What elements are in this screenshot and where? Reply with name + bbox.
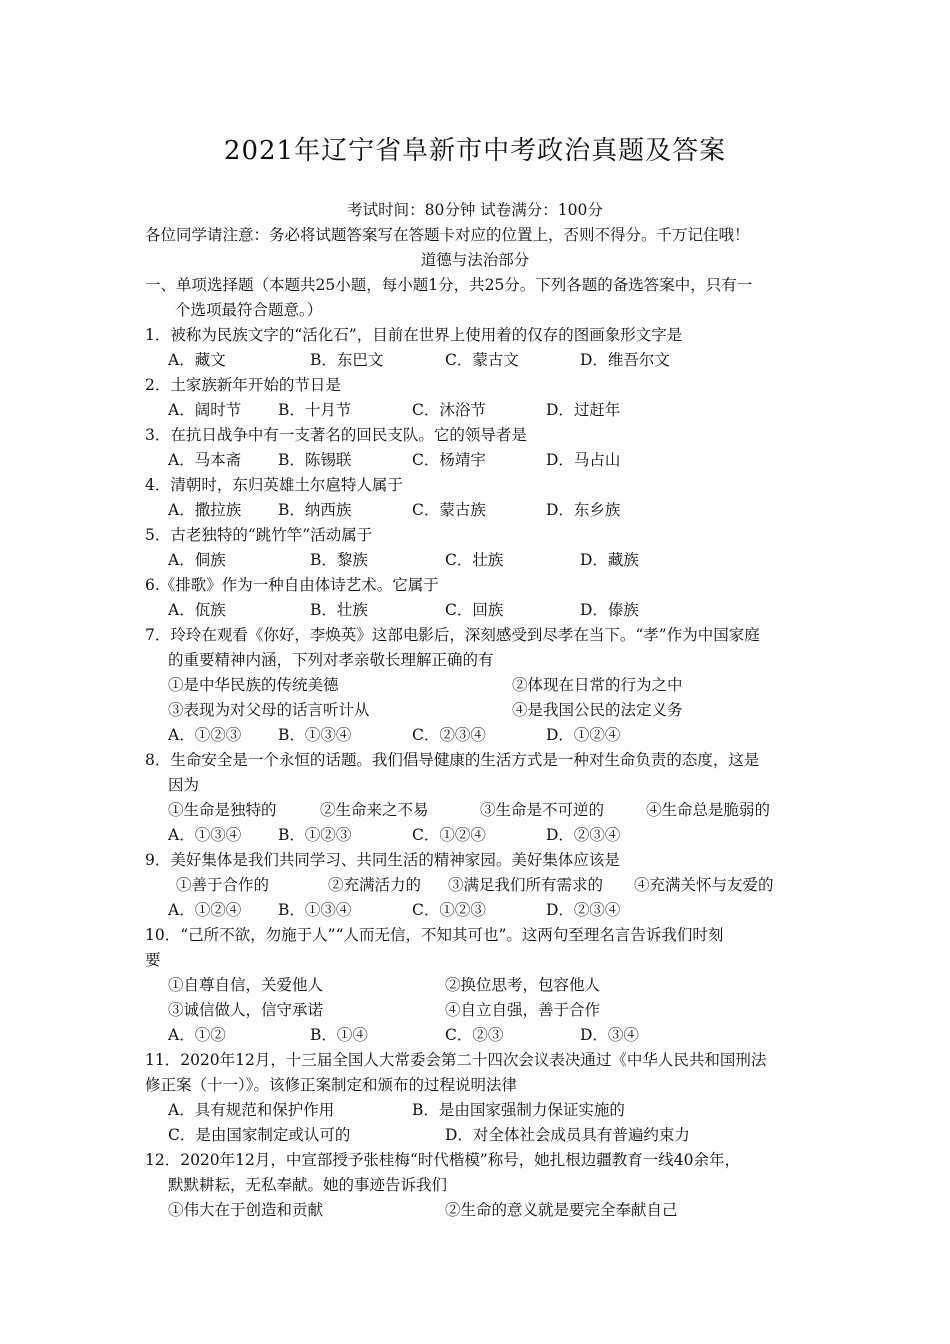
option-c: C．是由国家制定或认可的 bbox=[168, 1126, 351, 1144]
question-stem-cont: 修正案（十一）》。该修正案制定和颁布的过程说明法律 bbox=[145, 1076, 518, 1094]
option-d: D．②③④ bbox=[546, 901, 621, 919]
question-stem: 2．土家族新年开始的节日是 bbox=[145, 376, 341, 394]
statement: ②生命的意义就是要完全奉献自己 bbox=[445, 1201, 678, 1219]
question-stem: 8．生命安全是一个永恒的话题。我们倡导健康的生活方式是一种对生命负责的态度，这是 bbox=[145, 751, 760, 769]
statement: ①伟大在于创造和贡献 bbox=[168, 1201, 324, 1219]
question-stem: 4．清朝时，东归英雄土尔扈特人属于 bbox=[145, 476, 403, 494]
notice-text: 各位同学请注意：务必将试题答案写在答题卡对应的位置上，否则不得分。千万记住哦！ bbox=[145, 226, 750, 244]
option-d: D．①②④ bbox=[546, 726, 621, 744]
question-stem: 3．在抗日战争中有一支著名的回民支队。它的领导者是 bbox=[145, 426, 527, 444]
option-c: C．回族 bbox=[445, 601, 504, 619]
option-d: D．马占山 bbox=[546, 451, 621, 469]
option-a: A．①②③ bbox=[168, 726, 242, 744]
statement: ③生命是不可逆的 bbox=[480, 801, 605, 819]
option-b: B．①③④ bbox=[278, 901, 352, 919]
statement: ①生命是独特的 bbox=[168, 801, 277, 819]
statement: ①是中华民族的传统美德 bbox=[168, 676, 339, 694]
option-a: A．具有规范和保护作用 bbox=[168, 1101, 335, 1119]
option-b: B．①③④ bbox=[278, 726, 352, 744]
option-b: B．东巴文 bbox=[310, 351, 384, 369]
question-stem: 5．古老独特的“跳竹竿”活动属于 bbox=[145, 526, 373, 544]
question-stem: 6.《排歌》作为一种自由体诗艺术。它属于 bbox=[145, 576, 439, 594]
statement: ②体现在日常的行为之中 bbox=[512, 676, 683, 694]
option-b: B．是由国家强制力保证实施的 bbox=[412, 1101, 625, 1119]
statement: ③表现为对父母的话言听计从 bbox=[168, 701, 370, 719]
page-title: 2021年辽宁省阜新市中考政治真题及答案 bbox=[223, 136, 727, 166]
part-heading-cont: 个选项最符合题意。） bbox=[175, 301, 323, 319]
option-a: A．①③④ bbox=[168, 826, 242, 844]
statement: ③诚信做人，信守承诺 bbox=[168, 1001, 324, 1019]
option-c: C．杨靖宇 bbox=[412, 451, 486, 469]
option-c: C．蒙古族 bbox=[412, 501, 486, 519]
option-a: A．①②④ bbox=[168, 901, 242, 919]
question-stem: 11．2020年12月，十三届全国人大常委会第二十四次会议表决通过《中华人民共和国刑法 bbox=[145, 1051, 767, 1069]
question-stem: 9．美好集体是我们共同学习、共同生活的精神家园。美好集体应该是 bbox=[145, 851, 620, 869]
question-stem-cont: 要 bbox=[145, 951, 161, 969]
question-stem: 7．玲玲在观看《你好，李焕英》这部电影后，深刻感受到尽孝在当下。“孝”作为中国家庭 bbox=[145, 626, 760, 644]
option-b: B．黎族 bbox=[310, 551, 368, 569]
section-name: 道德与法治部分 bbox=[420, 251, 530, 269]
option-a: A．阔时节 bbox=[168, 401, 242, 419]
statement: ②生命来之不易 bbox=[320, 801, 429, 819]
question-stem-cont: 默默耕耘，无私奉献。她的事迹告诉我们 bbox=[168, 1176, 448, 1194]
statement: ④自立自强，善于合作 bbox=[445, 1001, 601, 1019]
option-a: A．①② bbox=[168, 1026, 226, 1044]
statement: ①善于合作的 bbox=[176, 876, 270, 894]
question-stem: 1．被称为民族文字的“活化石”，目前在世界上使用着的仅存的图画象形文字是 bbox=[145, 326, 683, 344]
option-d: D．过赶年 bbox=[546, 401, 621, 419]
question-stem: 12．2020年12月，中宣部授予张桂梅“时代楷模”称号，她扎根边疆教育一线40余年， bbox=[145, 1151, 740, 1169]
option-d: D．②③④ bbox=[546, 826, 621, 844]
option-c: C．①②③ bbox=[412, 901, 486, 919]
option-c: C．②③ bbox=[445, 1026, 504, 1044]
part-heading: 一、单项选择题（本题共25小题，每小题1分，共25分。下列各题的备选答案中，只有一 bbox=[145, 276, 753, 294]
exam-info: 考试时间：80分钟 试卷满分：100分 bbox=[347, 201, 603, 219]
option-b: B．①④ bbox=[310, 1026, 368, 1044]
question-stem-cont: 因为 bbox=[168, 776, 200, 794]
option-b: B．纳西族 bbox=[278, 501, 352, 519]
statement: ④充满关怀与友爱的 bbox=[634, 876, 774, 894]
option-b: B．陈锡联 bbox=[278, 451, 352, 469]
option-d: D．对全体社会成员具有普遍约束力 bbox=[445, 1126, 690, 1144]
statement: ③满足我们所有需求的 bbox=[448, 876, 604, 894]
option-d: D．傣族 bbox=[580, 601, 639, 619]
option-b: B．壮族 bbox=[310, 601, 368, 619]
statement: ②充满活力的 bbox=[328, 876, 422, 894]
statement: ④是我国公民的法定义务 bbox=[512, 701, 683, 719]
option-c: C．壮族 bbox=[445, 551, 504, 569]
question-stem: 10．“己所不欲，勿施于人”“人而无信，不知其可也”。这两句至理名言告诉我们时刻 bbox=[145, 926, 724, 944]
statement: ②换位思考，包容他人 bbox=[445, 976, 601, 994]
option-d: D．③④ bbox=[580, 1026, 639, 1044]
option-a: A．马本斋 bbox=[168, 451, 242, 469]
option-c: C．蒙古文 bbox=[445, 351, 519, 369]
option-a: A．藏文 bbox=[168, 351, 226, 369]
statement: ④生命总是脆弱的 bbox=[646, 801, 771, 819]
option-d: D．东乡族 bbox=[546, 501, 621, 519]
option-c: C．①②④ bbox=[412, 826, 486, 844]
statement: ①自尊自信，关爱他人 bbox=[168, 976, 324, 994]
option-c: C．沐浴节 bbox=[412, 401, 486, 419]
option-b: B．十月节 bbox=[278, 401, 352, 419]
option-c: C．②③④ bbox=[412, 726, 486, 744]
option-d: D．维吾尔文 bbox=[580, 351, 670, 369]
option-a: A．佤族 bbox=[168, 601, 226, 619]
option-a: A．撒拉族 bbox=[168, 501, 242, 519]
option-a: A．侗族 bbox=[168, 551, 226, 569]
option-b: B．①②③ bbox=[278, 826, 352, 844]
option-d: D．藏族 bbox=[580, 551, 639, 569]
question-stem-cont: 的重要精神内涵，下列对孝亲敬长理解正确的有 bbox=[168, 651, 494, 669]
